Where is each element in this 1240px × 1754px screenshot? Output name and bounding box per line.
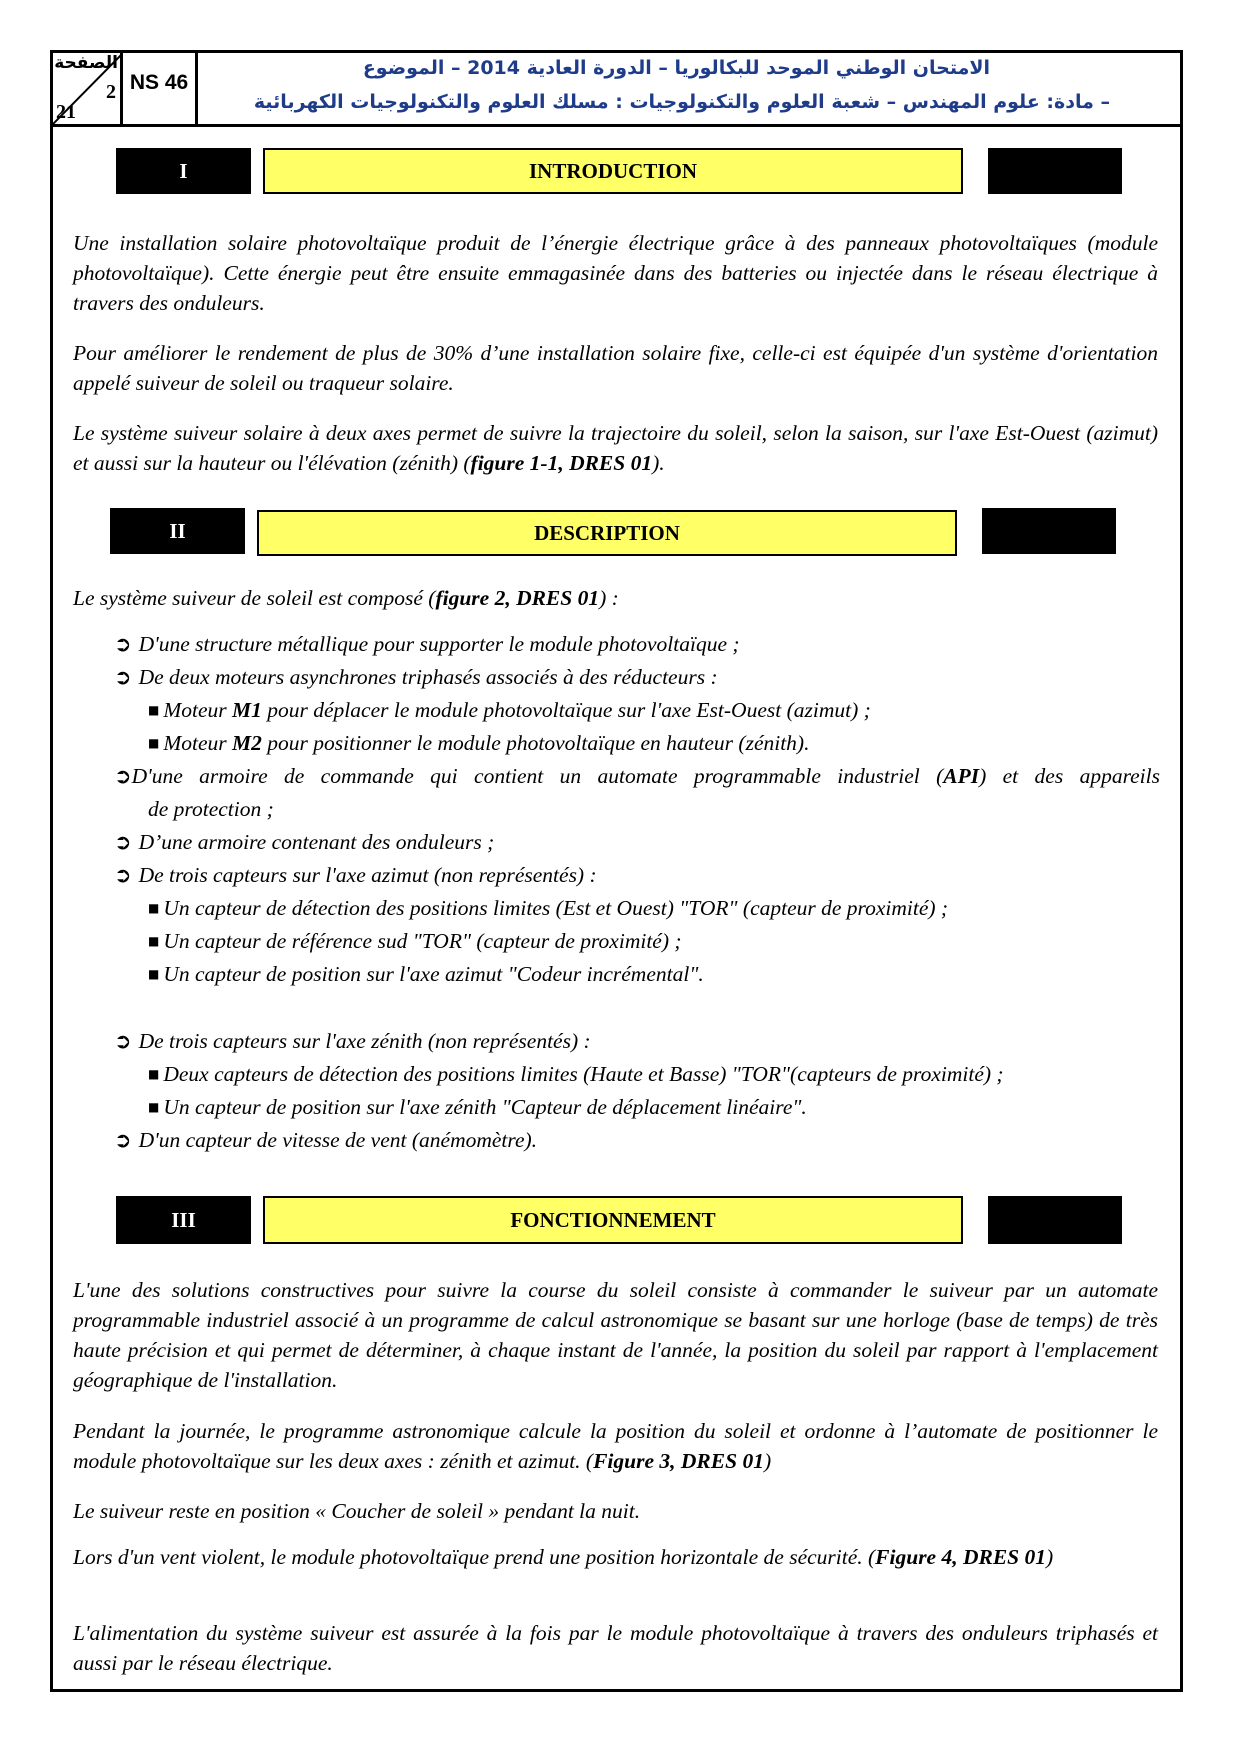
figure-reference: figure 1-1, DRES 01 bbox=[470, 451, 653, 475]
list-item: ➲ D'un capteur de vitesse de vent (anémomètre). bbox=[114, 1128, 538, 1152]
page-number-box bbox=[53, 53, 123, 124]
exam-header bbox=[53, 53, 1180, 127]
list-item: ➲ D’une armoire contenant des onduleurs ; bbox=[114, 830, 495, 854]
section-number: III bbox=[116, 1196, 251, 1244]
fonctionnement-paragraph-3: Le suiveur reste en position « Coucher de soleil » pendant la nuit. bbox=[73, 1499, 641, 1523]
page-total: 21 bbox=[56, 101, 76, 123]
section-title: DESCRIPTION bbox=[257, 510, 957, 556]
square-bullet-icon: ■ bbox=[148, 736, 160, 750]
section-bar-end bbox=[988, 148, 1122, 194]
sub-list-item: ■ Un capteur de détection des positions limites (Est et Ouest) "TOR" (capteur de proximité) ; bbox=[148, 896, 949, 920]
square-bullet-icon: ■ bbox=[148, 1067, 160, 1081]
section-number: I bbox=[116, 148, 251, 194]
figure-reference: Figure 4, DRES 01 bbox=[875, 1545, 1047, 1569]
sub-list-item: ■ Un capteur de position sur l'axe zénith "Capteur de déplacement linéaire". bbox=[148, 1095, 807, 1119]
list-item: ➲ De trois capteurs sur l'axe azimut (non représentés) : bbox=[114, 863, 597, 887]
square-bullet-icon: ■ bbox=[148, 934, 160, 948]
square-bullet-icon: ■ bbox=[148, 967, 160, 981]
sub-list-item: ■ Moteur M2 pour positionner le module photovoltaïque en hauteur (zénith). bbox=[148, 731, 810, 755]
section-bar-end bbox=[988, 1196, 1122, 1244]
arrow-bullet-icon: ➲ bbox=[114, 632, 132, 656]
fonctionnement-paragraph-1: L'une des solutions constructives pour suivre la course du soleil consiste à commander le suiveur par un automate programmable industriel associé à un programme de calcul astronomique se basant sur une horloge (base de temps) de très haute précision et qui permet de déterminer, à chaque instant de l'année, la position du soleil par rapport à l'emplacement géographique de l'installation. bbox=[73, 1278, 1158, 1392]
fonctionnement-paragraph-4: Lors d'un vent violent, le module photovoltaïque prend une position horizontale de sécurité. (Figure 4, DRES 01) bbox=[73, 1545, 1054, 1569]
arrow-bullet-icon: ➲ bbox=[114, 863, 132, 887]
section-bar-end bbox=[982, 508, 1116, 554]
square-bullet-icon: ■ bbox=[148, 703, 160, 717]
intro-paragraph-2: Pour améliorer le rendement de plus de 30% d’une installation solaire fixe, celle-ci est équipée d'un système d'orientation appelé suiveur de soleil ou traqueur solaire. bbox=[73, 341, 1158, 395]
section-title: FONCTIONNEMENT bbox=[263, 1196, 963, 1244]
square-bullet-icon: ■ bbox=[148, 1100, 160, 1114]
description-intro: Le système suiveur de soleil est composé (figure 2, DRES 01) : bbox=[73, 586, 619, 610]
sub-list-item: ■ Deux capteurs de détection des positions limites (Haute et Basse) "TOR"(capteurs de proximité) ; bbox=[148, 1062, 1004, 1086]
sub-list-item: ■ Moteur M1 pour déplacer le module photovoltaïque sur l'axe Est-Ouest (azimut) ; bbox=[148, 698, 871, 722]
intro-paragraph-1: Une installation solaire photovoltaïque produit de l’énergie électrique grâce à des panneaux photovoltaïques (module photovoltaïque). Cette énergie peut être ensuite emmagasinée dans des batteries ou injectée dans le réseau électrique à travers des onduleurs. bbox=[73, 231, 1158, 315]
header-line-2: – مادة: علوم المهندس – شعبة العلوم والتكنولوجيات : مسلك العلوم والتكنولوجيات الكهربائية bbox=[253, 91, 1110, 113]
header-line-1: الامتحان الوطني الموحد للبكالوريا – الدورة العادية 2014 – الموضوع bbox=[362, 57, 990, 79]
page-number: 2 bbox=[106, 81, 116, 103]
sub-list-item: ■ Un capteur de position sur l'axe azimut "Codeur incrémental". bbox=[148, 962, 704, 986]
intro-paragraph-3: Le système suiveur solaire à deux axes permet de suivre la trajectoire du soleil, selon la saison, sur l'axe Est-Ouest (azimut) et aussi sur la hauteur ou l'élévation (zénith) (figure 1-1, DRES 01). bbox=[73, 421, 1158, 475]
arrow-bullet-icon: ➲ bbox=[114, 1029, 132, 1053]
list-item: ➲ D'une structure métallique pour supporter le module photovoltaïque ; bbox=[114, 632, 740, 656]
arrow-bullet-icon: ➲ bbox=[114, 665, 132, 689]
list-item: ➲ De trois capteurs sur l'axe zénith (non représentés) : bbox=[114, 1029, 591, 1053]
section-title: INTRODUCTION bbox=[263, 148, 963, 194]
sub-list-item: ■ Un capteur de référence sud "TOR" (capteur de proximité) ; bbox=[148, 929, 682, 953]
list-item: ➲ De deux moteurs asynchrones triphasés associés à des réducteurs : bbox=[114, 665, 718, 689]
section-number: II bbox=[110, 508, 245, 554]
fonctionnement-paragraph-2: Pendant la journée, le programme astronomique calcule la position du soleil et ordonne à l’automate de positionner le module photovoltaïque sur les deux axes : zénith et azimut. (Figure 3, DRES 01) bbox=[73, 1419, 1158, 1473]
arrow-bullet-icon: ➲ bbox=[114, 830, 132, 854]
figure-reference: figure 2, DRES 01 bbox=[435, 586, 600, 610]
list-item-continuation: de protection ; bbox=[148, 797, 274, 821]
list-item: ➲D'une armoire de commande qui contient un automate programmable industriel (API) et des appareils bbox=[114, 764, 1160, 788]
fonctionnement-paragraph-5: L'alimentation du système suiveur est assurée à la fois par le module photovoltaïque à travers des onduleurs triphasés et aussi par le réseau électrique. bbox=[73, 1621, 1158, 1675]
square-bullet-icon: ■ bbox=[148, 901, 160, 915]
figure-reference: Figure 3, DRES 01 bbox=[593, 1449, 764, 1473]
arrow-bullet-icon: ➲ bbox=[114, 764, 132, 788]
arrow-bullet-icon: ➲ bbox=[114, 1128, 132, 1152]
page-label: الصفحة bbox=[54, 53, 118, 73]
exam-code: NS 46 bbox=[123, 53, 198, 124]
